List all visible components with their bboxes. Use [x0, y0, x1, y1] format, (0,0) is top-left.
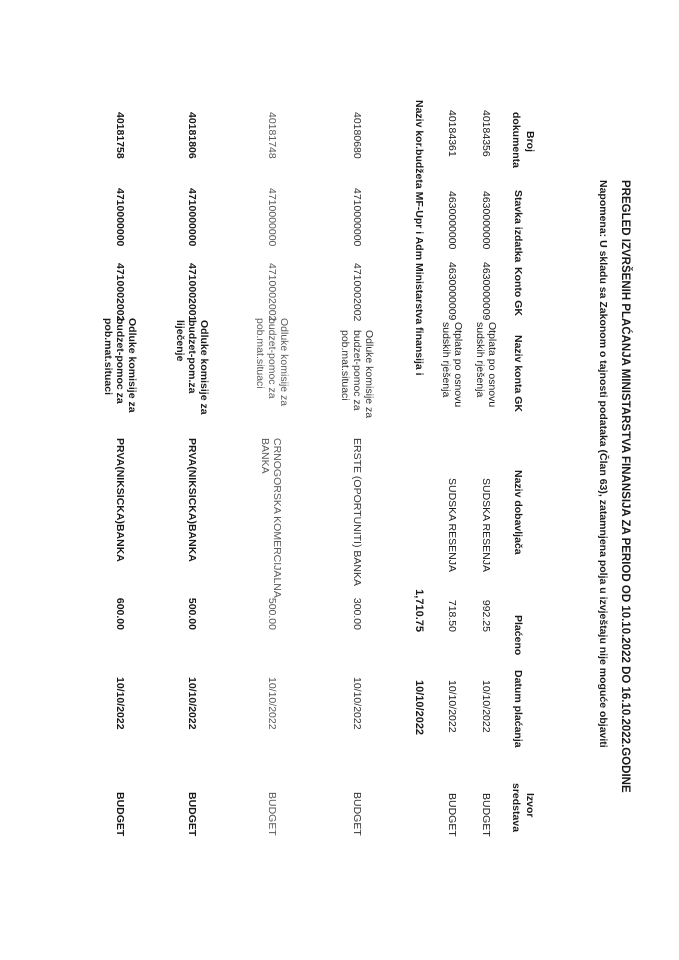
s2r4-naziv-konta-l2: budzet-pomoc za	[114, 318, 126, 404]
s1r1-dobavljac: SUDSKA RESENJA	[480, 478, 492, 572]
header-broj-dokumenta-line2: dokumenta	[510, 112, 522, 169]
s2r4-stavka: 4710000000	[114, 188, 126, 247]
s2r1-dobavljac: ERSTE (OPORTUNITI) BANKA	[351, 438, 363, 586]
s2r4-placeno: 600.00	[114, 597, 126, 630]
s1r2-naziv-konta-l1: Otplata po osnovu	[452, 322, 464, 408]
header-konto-gk: Konto GK	[512, 267, 524, 316]
s1r2-naziv-konta-l2: sudskih rješenja	[440, 322, 452, 398]
s1r2-datum: 10/10/2022	[446, 680, 458, 733]
section1-total-amount: 1,710.75	[413, 589, 425, 632]
s1r2-placeno: 718.50	[446, 599, 458, 632]
s2r2-naziv-konta-l2: budzet-pomoc za	[266, 318, 278, 399]
s1r1-stavka: 4630000000	[480, 191, 492, 250]
s2r3-naziv-konta-l2: budzet-pom.za	[186, 320, 198, 394]
s2r3-izvor: BUDGET	[186, 792, 198, 837]
s1r1-datum: 10/10/2022	[480, 680, 492, 733]
s1r2-broj: 40184361	[446, 110, 458, 157]
s1r1-broj: 40184356	[480, 110, 492, 157]
s2r4-broj: 40181758	[114, 112, 126, 159]
s2r1-placeno: 300.00	[351, 597, 363, 630]
section1-total-label: Naziv kor.budžeta MF-Upr i Adm Ministarstva finansija i	[413, 100, 425, 376]
s2r2-datum: 10/10/2022	[266, 677, 278, 730]
s2r3-naziv-konta-l1: Odluke komisije za	[198, 320, 210, 415]
header-naziv-dobavljaca: Naziv dobavljača	[512, 470, 524, 555]
report-title: PREGLED IZVRŠENIH PLAĆANJA MINISTARSTVA FINANSIJA ZA PERIOD OD 10.10.2022 DO 16.10.2022.GODINE	[619, 180, 631, 793]
s2r2-dobavljac-l2: BANKA	[259, 438, 271, 474]
s2r3-datum: 10/10/2022	[186, 677, 198, 730]
confidentiality-note: Napomena: U skladu sa Zakonom o tajnosti podataka (Član 63), zatamnjena polja u izvještaju nije moguće objaviti	[597, 180, 609, 748]
s2r1-broj: 40180680	[351, 112, 363, 159]
s2r1-naziv-konta-l1: Odluke komisije za	[363, 330, 375, 419]
s2r1-naziv-konta-l2: budzet-pomoc za	[351, 330, 363, 411]
s2r2-naziv-konta-l3: pob.mat.situaci	[254, 318, 266, 389]
s2r2-placeno: 500.00	[266, 597, 278, 630]
s2r2-dobavljac-l1: CRNOGORSKA KOMERCIJALNA	[271, 438, 283, 598]
s2r1-konto: 4710002002	[351, 263, 363, 322]
s2r3-placeno: 500.00	[186, 597, 198, 630]
s1r1-naziv-konta-l2: sudskih rješenja	[474, 322, 486, 398]
header-datum-placanja: Datum plaćanja	[512, 670, 524, 748]
s1r1-placeno: 992.25	[480, 599, 492, 632]
s2r4-dobavljac: PRVA(NIKSICKA)BANKA	[114, 438, 126, 562]
s2r1-datum: 10/10/2022	[351, 677, 363, 730]
s2r4-izvor: BUDGET	[114, 792, 126, 837]
s1r1-naziv-konta-l1: Otplata po osnovu	[486, 322, 498, 408]
s2r3-broj: 40181806	[186, 112, 198, 159]
s1r2-stavka: 4630000000	[446, 191, 458, 250]
header-placeno: Plaćeno	[512, 615, 524, 656]
s1r2-konto: 4630000009	[446, 262, 458, 321]
s2r3-naziv-konta-l3: liječenje	[174, 320, 186, 362]
s1r1-konto: 4630000009	[480, 262, 492, 321]
s2r3-dobavljac: PRVA(NIKSICKA)BANKA	[186, 438, 198, 562]
header-broj-dokumenta-line1: Broj	[524, 131, 536, 152]
s2r1-stavka: 4710000000	[351, 188, 363, 247]
s2r4-datum: 10/10/2022	[114, 677, 126, 730]
s1r1-izvor: BUDGET	[480, 793, 492, 837]
header-izvor-line2: sredstava	[510, 783, 522, 833]
s1r2-dobavljac: SUDSKA RESENJA	[446, 478, 458, 572]
s2r2-stavka: 4710000000	[266, 188, 278, 247]
s2r2-naziv-konta-l1: Odluke komisije za	[278, 318, 290, 407]
header-stavka-izdatka: Stavka izdatka	[512, 190, 524, 263]
s2r4-konto: 4710002002	[114, 263, 126, 322]
s2r4-naziv-konta-l1: Odluke komisije za	[126, 318, 138, 413]
header-izvor-line1: Izvor	[524, 793, 536, 818]
header-naziv-konta-gk: Naziv konta GK	[512, 335, 524, 413]
s2r1-izvor: BUDGET	[351, 792, 363, 836]
s2r2-izvor: BUDGET	[266, 792, 278, 836]
s2r3-konto: 4710002001	[186, 263, 198, 322]
s2r3-stavka: 4710000000	[186, 188, 198, 247]
s2r2-konto: 4710002002	[266, 263, 278, 322]
s1r2-izvor: BUDGET	[446, 793, 458, 837]
section1-total-date: 10/10/2022	[413, 680, 425, 736]
s2r2-broj: 40181748	[266, 112, 278, 159]
s2r4-naziv-konta-l3: pob.mat.situaci	[102, 318, 114, 396]
s2r1-naziv-konta-l3: pob.mat.situaci	[339, 330, 351, 401]
